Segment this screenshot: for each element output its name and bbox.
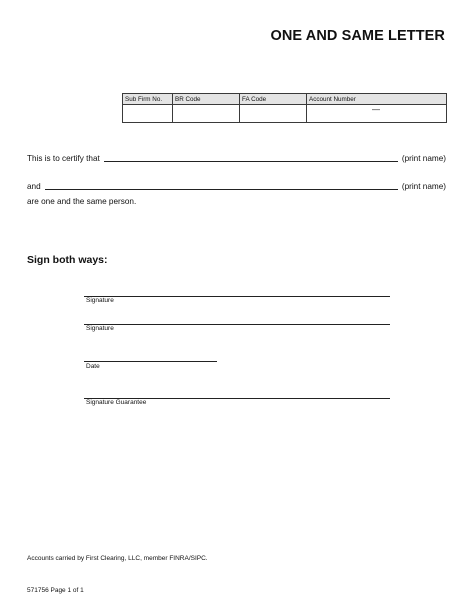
signature-line-2[interactable]	[84, 324, 390, 325]
page-title: ONE AND SAME LETTER	[270, 28, 445, 44]
br-code-field[interactable]	[173, 105, 240, 123]
account-number-header: Account Number	[307, 94, 447, 105]
print-name-hint-2: (print name)	[401, 182, 446, 191]
certify-name-row-2	[27, 182, 446, 191]
certify-label: This is to certify that	[27, 154, 100, 163]
same-person-statement: are one and the same person.	[27, 197, 137, 206]
sign-both-ways-heading: Sign both ways:	[27, 254, 108, 266]
sub-firm-no-field[interactable]	[123, 105, 173, 123]
form-id-page-number: 571756 Page 1 of 1	[27, 587, 84, 594]
print-name-line-1[interactable]	[104, 160, 398, 162]
sub-firm-no-header: Sub Firm No.	[123, 94, 173, 105]
signature-caption-2: Signature	[86, 325, 114, 332]
account-number-field[interactable]	[307, 105, 447, 123]
print-name-line-2[interactable]	[45, 188, 398, 190]
account-number-separator: —	[372, 105, 380, 114]
certify-name-row-1	[27, 154, 446, 163]
account-info-table	[122, 93, 447, 123]
signature-guarantee-caption: Signature Guarantee	[86, 399, 147, 406]
account-table-input-row	[123, 105, 447, 123]
signature-line-1[interactable]	[84, 296, 390, 297]
br-code-header: BR Code	[173, 94, 240, 105]
account-table-header-row	[123, 94, 447, 105]
date-caption: Date	[86, 363, 100, 370]
clearing-disclosure: Accounts carried by First Clearing, LLC, member FINRA/SIPC.	[27, 555, 208, 562]
and-label: and	[27, 182, 41, 191]
print-name-hint-1: (print name)	[401, 154, 446, 163]
fa-code-header: FA Code	[240, 94, 307, 105]
fa-code-field[interactable]	[240, 105, 307, 123]
date-line[interactable]	[84, 361, 217, 362]
signature-caption-1: Signature	[86, 297, 114, 304]
